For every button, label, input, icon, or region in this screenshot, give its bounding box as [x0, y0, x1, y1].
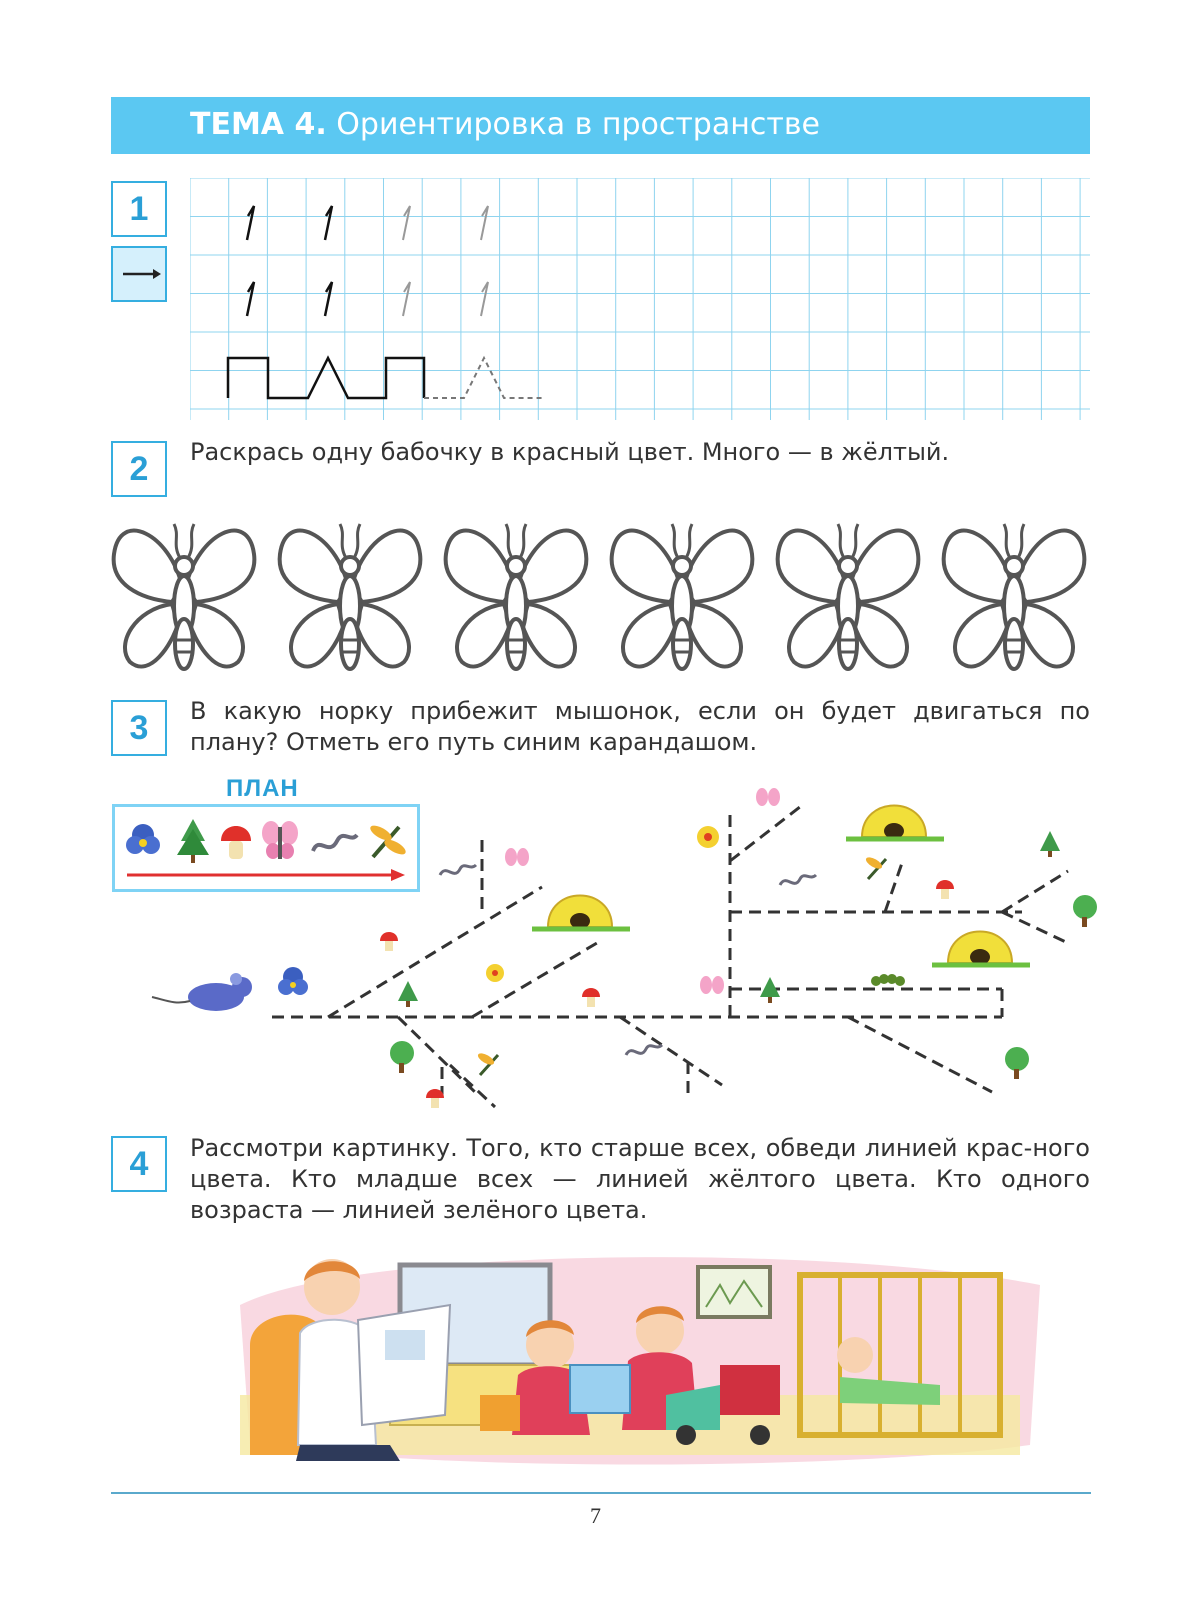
- grid-lines: [190, 178, 1090, 420]
- footer-divider: [111, 1492, 1091, 1494]
- task-3-number: 3: [111, 700, 167, 756]
- fir-tree-icon: [398, 981, 418, 1007]
- family-room-illustration: [240, 1245, 1040, 1475]
- mouse-icon: [152, 973, 252, 1011]
- glyph-row-1-trace: [403, 206, 488, 240]
- topic-header-text: [190, 107, 820, 142]
- dragonfly-icon: [476, 1051, 498, 1075]
- mushroom-icon: [380, 932, 398, 951]
- snake-icon: [626, 1045, 662, 1055]
- plan-title: ПЛАН: [226, 775, 299, 802]
- butterfly-icon: [756, 788, 780, 806]
- fir-tree-icon: [1040, 831, 1060, 857]
- task-1-number: 1: [111, 181, 167, 237]
- burrow-2[interactable]: [846, 806, 944, 840]
- caterpillar-icon: [871, 974, 905, 986]
- butterfly-icon: [505, 848, 529, 866]
- butterfly-6[interactable]: [944, 524, 1085, 669]
- glyph-row-2: [247, 282, 332, 316]
- pattern-solid: [228, 358, 424, 398]
- task-4-text: Рассмотри картинку. Того, кто старше всех, обведи линией крас-ного цвета. Кто младше всех — линией жёлтого цвета. Кто одного возраста — линией зелёного цвета.: [190, 1134, 1090, 1224]
- picture-frame-icon: [698, 1267, 770, 1317]
- mushroom-icon: [426, 1089, 444, 1108]
- task-1-arrow-box: [111, 246, 167, 302]
- task-2-number: 2: [111, 441, 167, 497]
- glyph-row-2-trace: [403, 282, 488, 316]
- deciduous-tree-icon: [390, 1041, 414, 1073]
- burrow-1[interactable]: [532, 896, 630, 930]
- task-4-number: 4: [111, 1136, 167, 1192]
- topic-label: ТЕМА 4.: [190, 107, 327, 142]
- butterflies-row: [110, 510, 1094, 675]
- flower-icon: [486, 964, 504, 982]
- butterfly-5[interactable]: [778, 524, 919, 669]
- task-1-grid: [190, 178, 1090, 420]
- page-number: 7: [590, 1503, 601, 1528]
- mushroom-icon: [582, 988, 600, 1007]
- flower-icon: [697, 826, 719, 848]
- butterfly-4[interactable]: [612, 524, 753, 669]
- snake-icon: [780, 875, 816, 885]
- right-arrow-icon: [113, 248, 165, 300]
- task-3-text: В какую норку прибежит мышонок, если он будет двигаться по плану? Отметь его путь синим карандашом.: [190, 697, 1090, 756]
- mushroom-icon: [936, 880, 954, 899]
- maze-map: [150, 775, 1110, 1125]
- dragonfly-icon: [864, 855, 886, 879]
- butterfly-icon: [700, 976, 724, 994]
- pattern-dashed: [424, 358, 542, 398]
- butterfly-2[interactable]: [280, 524, 421, 669]
- burrow-3[interactable]: [932, 932, 1030, 966]
- topic-title: Ориентировка в пространстве: [336, 107, 820, 142]
- snake-icon: [440, 865, 476, 875]
- glyph-row-1: [247, 206, 332, 240]
- butterfly-1[interactable]: [114, 524, 255, 669]
- task-2-text: Раскрась одну бабочку в красный цвет. Много — в жёлтый.: [190, 438, 950, 466]
- deciduous-tree-icon: [1005, 1047, 1029, 1079]
- butterfly-3[interactable]: [446, 524, 587, 669]
- deciduous-tree-icon: [1073, 895, 1097, 927]
- pansy-icon: [278, 967, 308, 995]
